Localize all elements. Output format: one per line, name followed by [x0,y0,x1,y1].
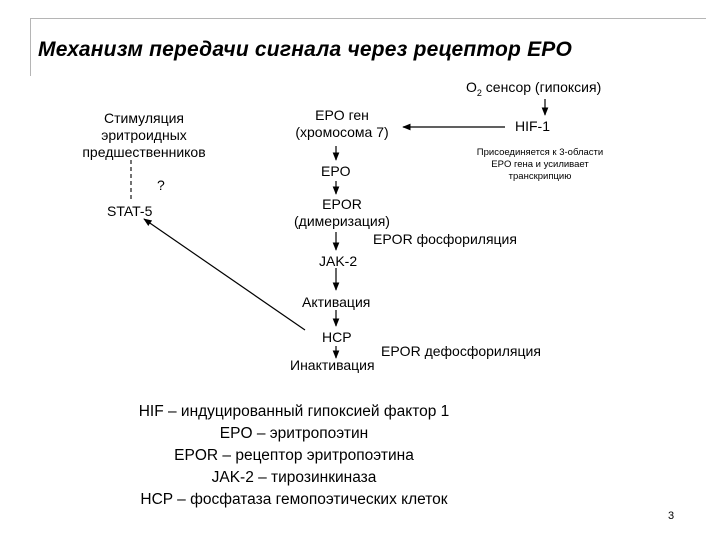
epor-label [276,196,408,230]
legend [106,401,482,511]
epo-gene-line-1: EPO ген [315,107,369,123]
stimulation-line-3: предшественников [82,144,206,160]
legend-item-epor: EPOR – рецептор эритропоэтина [174,447,414,464]
epo-label: EPO [321,163,351,179]
stimulation-label [66,110,222,161]
epor-phosphorylation-label: EPOR фосфориляция [373,231,517,247]
hcp-label: HCP [322,329,352,345]
stimulation-line-1: Стимуляция [104,110,184,126]
hif-note [452,147,628,183]
arrow-hcp-to-stat5 [144,219,305,330]
hif-note-line-1: Присоединяется к 3-области [476,147,604,158]
epo-gene-line-2: (хромосома 7) [295,124,389,140]
legend-item-hif: HIF – индуцированный гипоксией фактор 1 [138,403,450,420]
slide-title: Механизм передачи сигнала через рецептор EPO [38,38,573,61]
question-mark: ? [157,177,165,193]
jak2-label: JAK-2 [319,253,358,269]
epor-line-2: (димеризация) [294,213,390,229]
legend-item-jak2: JAK-2 – тирозинкиназа [211,469,377,486]
stat5-label: STAT-5 [107,203,153,219]
activation-label: Активация [302,294,371,310]
legend-item-epo: EPO – эритропоэтин [219,425,369,442]
legend-item-hcp: HCP – фосфатаза гемопоэтических клеток [140,491,448,508]
epor-dephosphorylation-label: EPOR дефосфориляция [381,343,541,359]
o2-sensor-label: $O_2$ сенсор (гипоксия) [466,79,602,98]
epo-gene-label [276,107,408,141]
hif-note-line-3: транскрипцию [508,171,572,182]
epor-line-1: EPOR [322,196,362,212]
hif-note-line-2: EPO гена и усиливает [491,159,589,170]
page-number: 3 [668,510,675,522]
inactivation-label: Инактивация [290,357,375,373]
hif-label: HIF-1 [515,118,550,134]
stimulation-line-2: эритроидных [101,127,187,143]
